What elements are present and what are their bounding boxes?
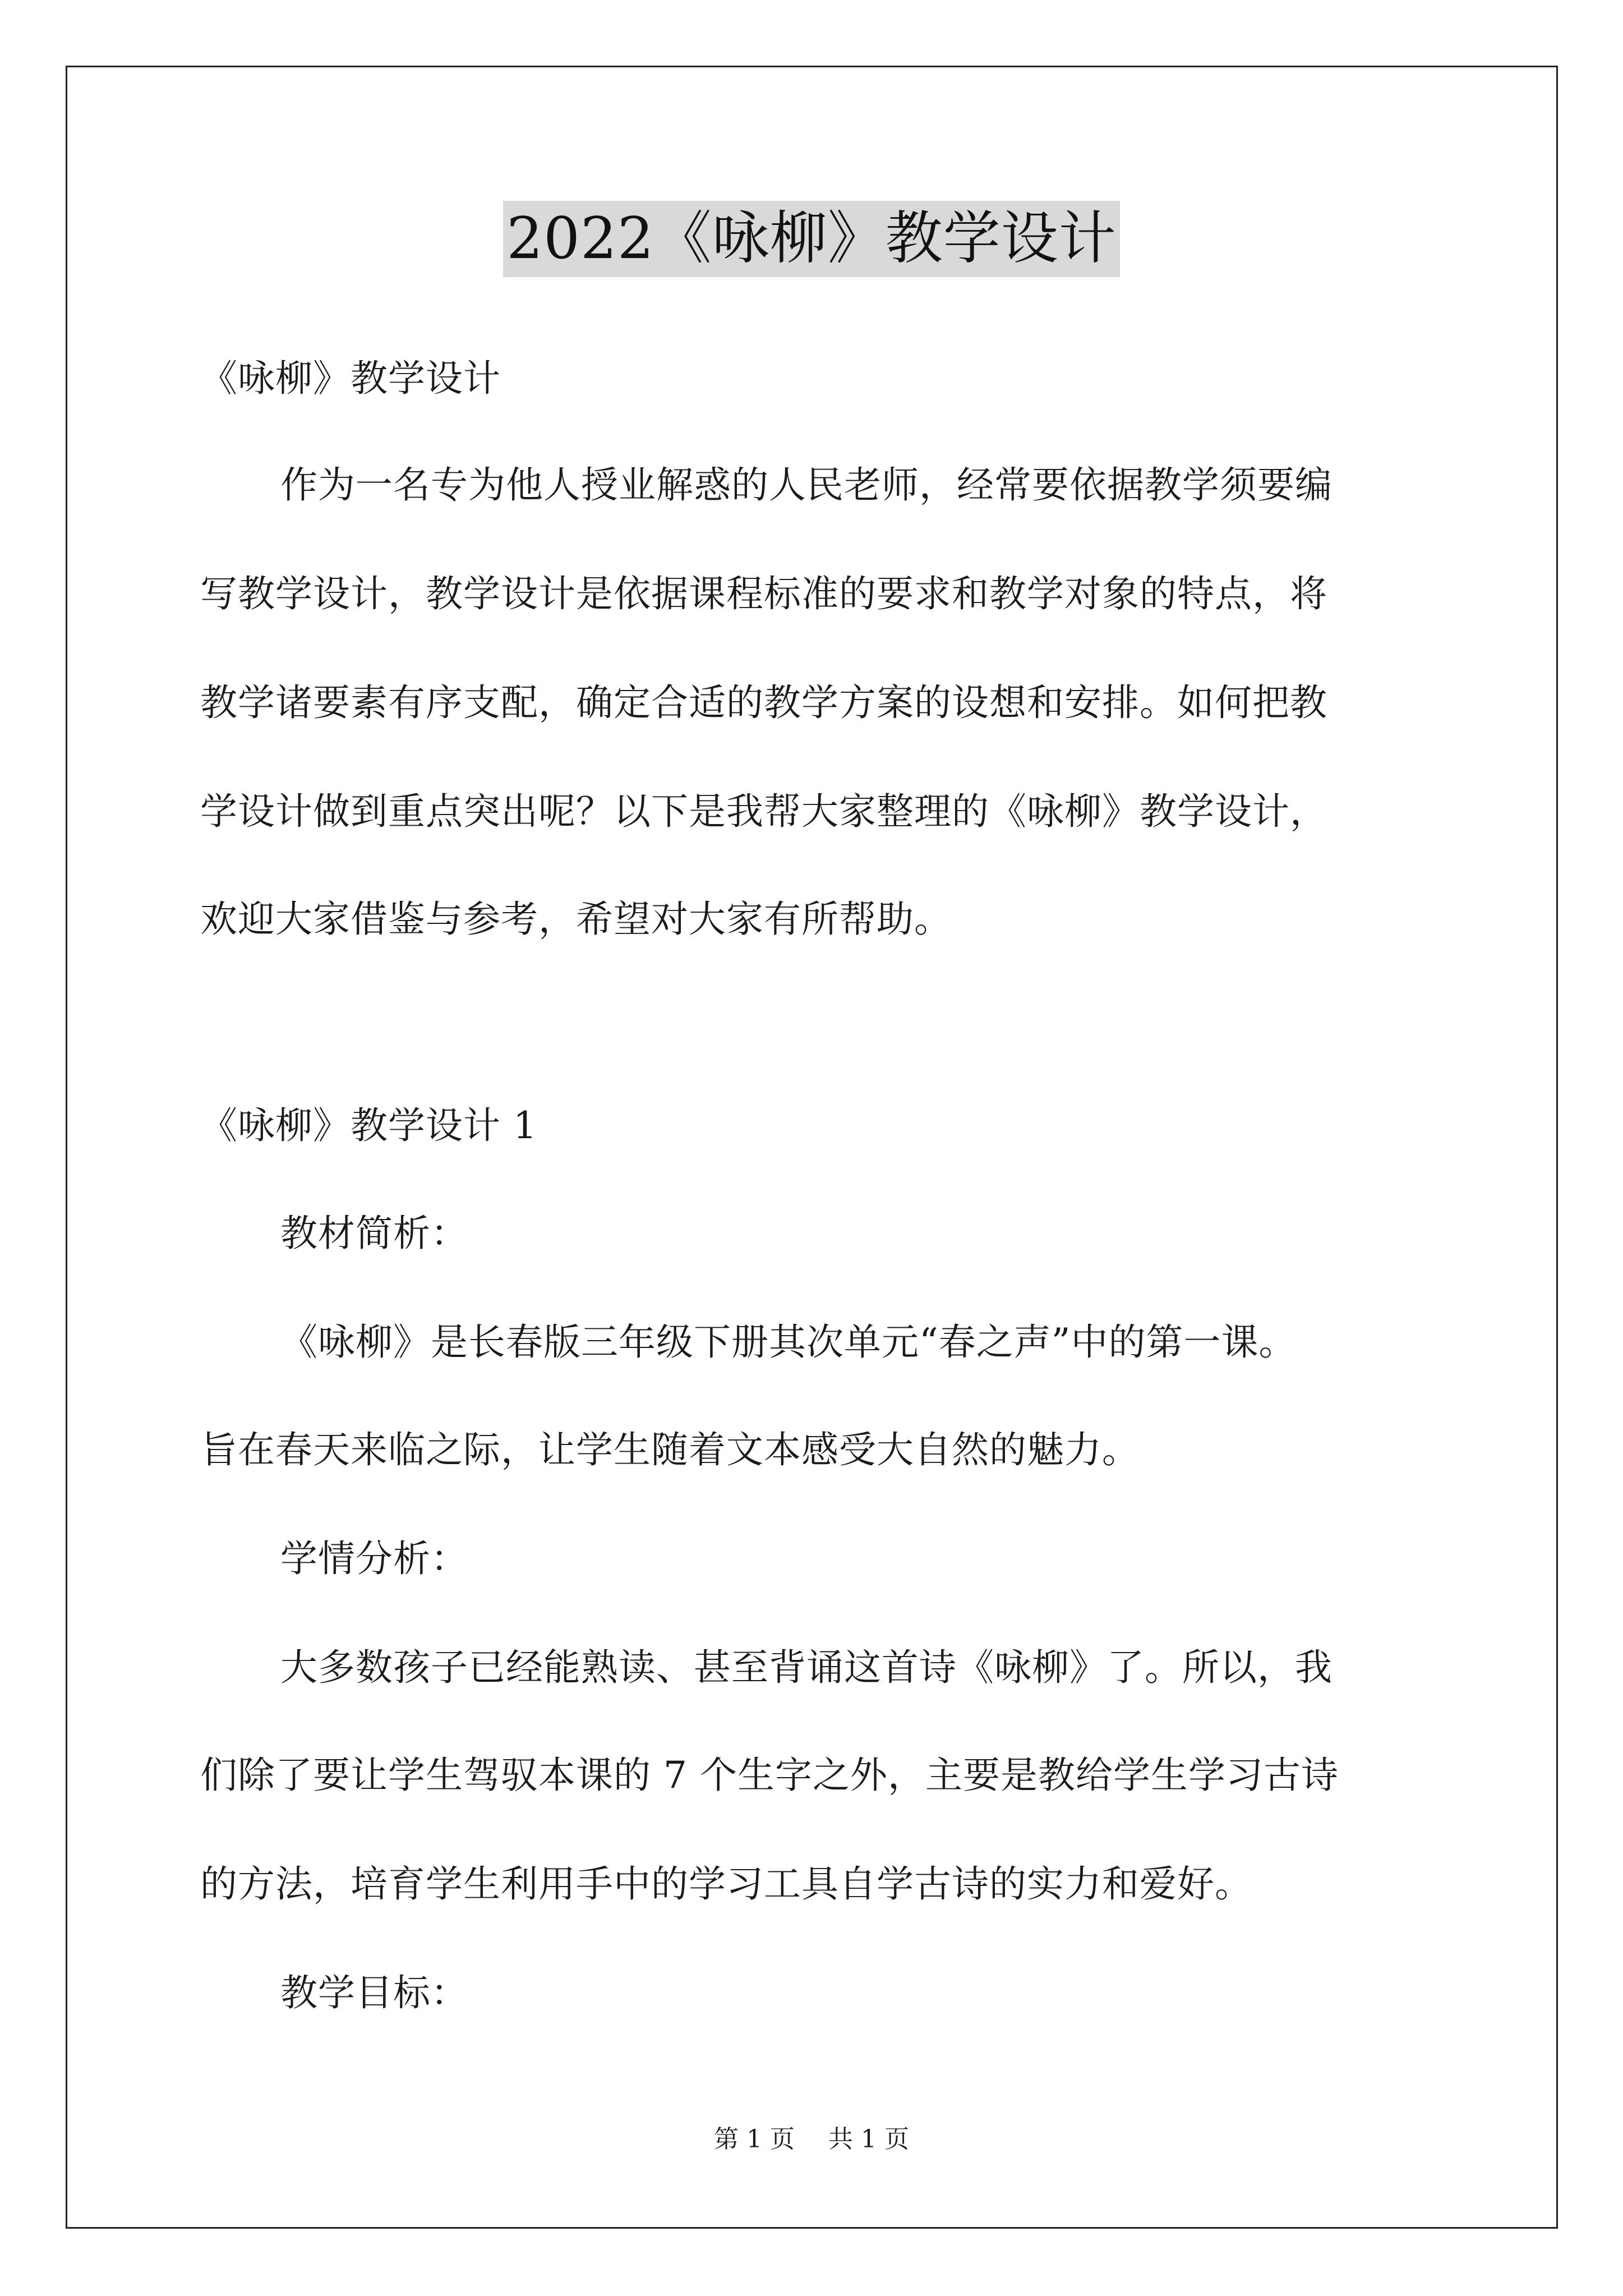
section-label: 教材简析： <box>280 1212 468 1255</box>
paragraph-line: 的方法，培育学生利用手中的学习工具自学古诗的实力和爱好。 <box>200 1862 1252 1906</box>
paragraph-line: 《咏柳》是长春版三年级下册其次单元“春之声”中的第一课。 <box>280 1320 1297 1364</box>
paragraph-line: 作为一名专为他人授业解惑的人民老师，经常要依据教学须要编 <box>280 463 1332 507</box>
page-number: 第 1 页 <box>714 2125 795 2154</box>
page-total: 共 1 页 <box>828 2125 909 2154</box>
paragraph-line: 旨在春天来临之际，让学生随着文本感受大自然的魅力。 <box>200 1428 1140 1471</box>
paragraph-line: 写教学设计，教学设计是依据课程标准的要求和教学对象的特点，将 <box>200 572 1327 615</box>
document-title: 2022《咏柳》教学设计 <box>503 201 1120 277</box>
title-container <box>0 201 1623 277</box>
paragraph-line: 学设计做到重点突出呢？以下是我帮大家整理的《咏柳》教学设计， <box>200 790 1327 833</box>
paragraph-line: 教学诸要素有序支配，确定合适的教学方案的设想和安排。如何把教 <box>200 681 1327 724</box>
section-label: 教学目标： <box>280 1971 468 2014</box>
paragraph-line: 欢迎大家借鉴与参考，希望对大家有所帮助。 <box>200 898 952 941</box>
paragraph-line: 们除了要让学生驾驭本课的 7 个生字之外，主要是教给学生学习古诗 <box>200 1754 1339 1797</box>
page-footer <box>0 2123 1623 2156</box>
paragraph-line: 大多数孩子已经能熟读、甚至背诵这首诗《咏柳》了。所以，我 <box>280 1646 1332 1689</box>
section-heading: 《咏柳》教学设计 1 <box>200 1104 537 1147</box>
section-label: 学情分析： <box>280 1537 468 1580</box>
subtitle-line: 《咏柳》教学设计 <box>200 357 501 400</box>
